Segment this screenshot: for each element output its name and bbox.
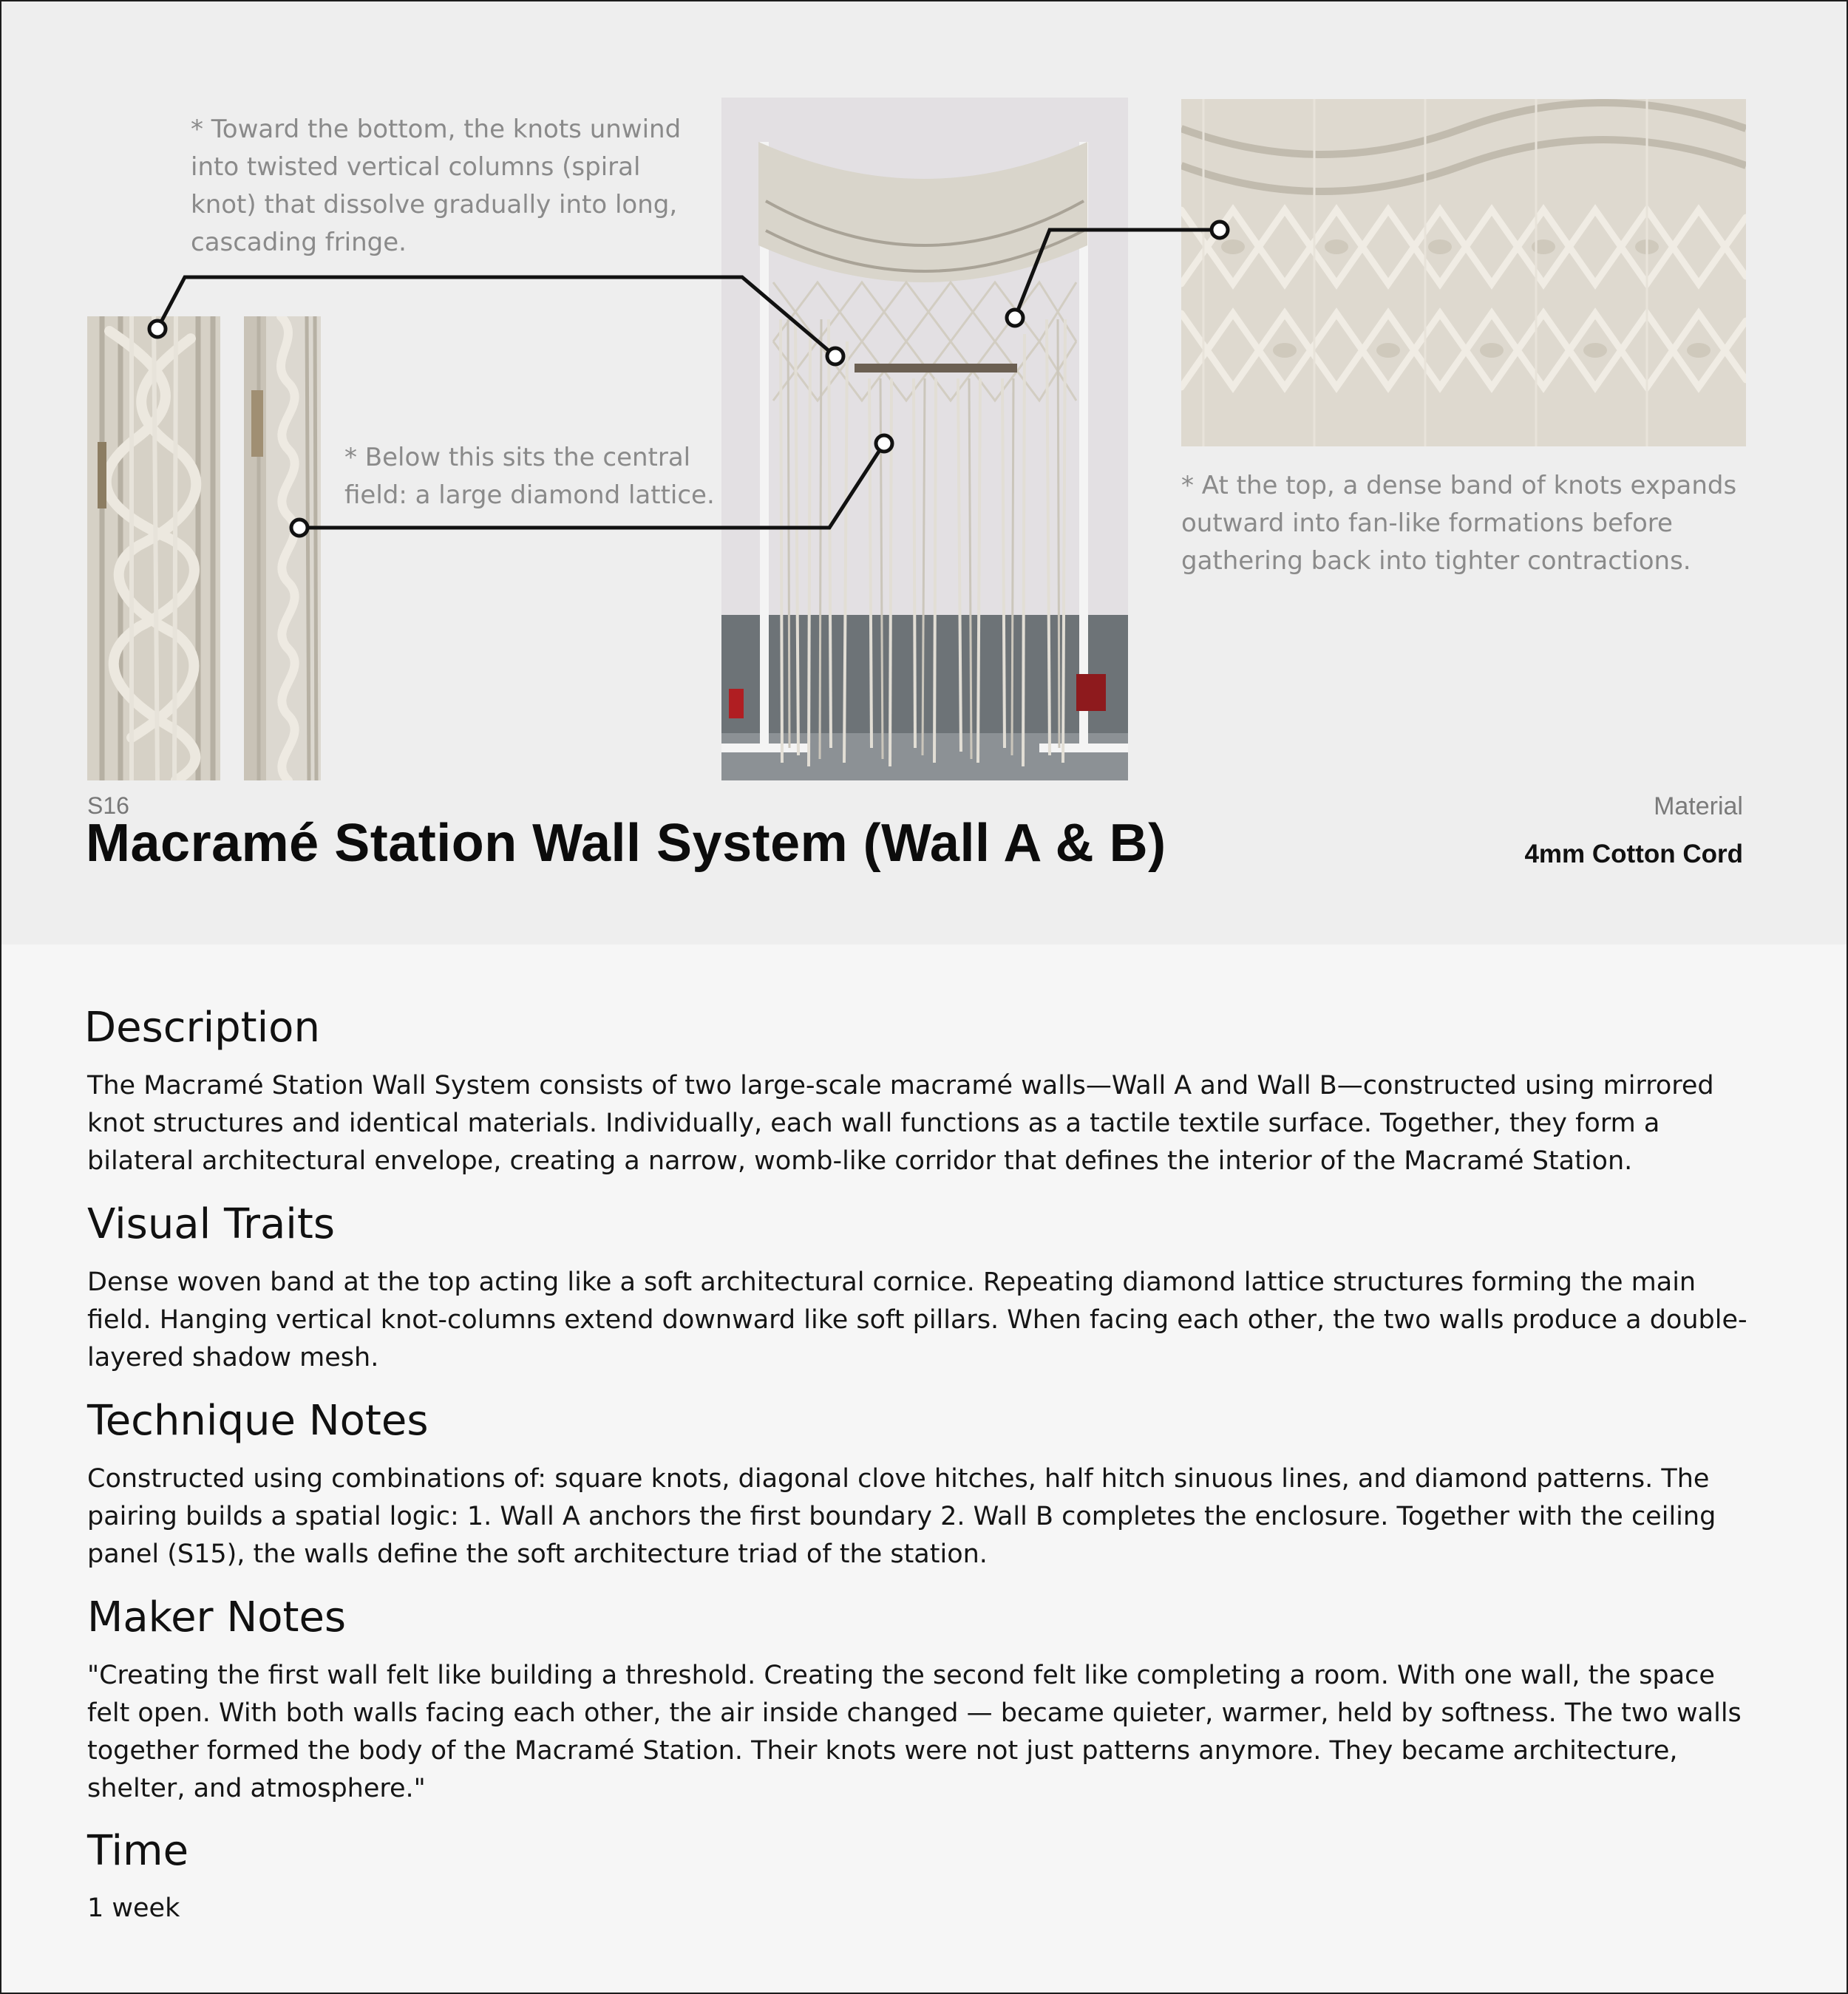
material-label: Material — [1654, 792, 1743, 820]
image-board — [1, 1, 1847, 945]
description-heading: Description — [84, 1004, 320, 1052]
top-band-closeup-photo — [1181, 99, 1746, 446]
description-body: The Macramé Station Wall System consists of two large-scale macramé walls—Wall A and Wall B—constructed using mirrored knot structures and identical materials. Individually, each wall functions as a tactile textile surface. Together, they form a bilateral architectural envelope, creating a narrow, womb-like corridor that defines the interior of the Macramé Station. — [87, 1071, 1714, 1176]
macrame-wall-photo — [721, 98, 1128, 780]
bottom-fringe-caption: * Toward the bottom, the knots unwind into twisted vertical columns (spiral knot) that dissolve gradually into long, cascading fringe. — [191, 115, 682, 257]
material-value: 4mm Cotton Cord — [1524, 840, 1743, 868]
visual-traits-heading: Visual Traits — [87, 1200, 335, 1248]
technique-notes-heading: Technique Notes — [87, 1397, 429, 1445]
project-code: S16 — [87, 792, 129, 819]
visual-traits-body: Dense woven band at the top acting like a soft architectural cornice. Repeating diamond lattice structures forming the main field. Hanging vertical knot-columns extend downward like soft pillars. When facing each other, the two walls produce a double-layered shadow mesh. — [87, 1267, 1747, 1372]
maker-notes-body: "Creating the first wall felt like building a threshold. Creating the second felt like completing a room. With one wall, the space felt open. With both walls facing each other, the air inside changed — became quieter, warmer, held by softness. The two walls together formed the body of the Macramé Station. Their knots were not just patterns anymore. They became architecture, shelter, and atmosphere." — [87, 1661, 1742, 1803]
time-heading: Time — [87, 1827, 189, 1875]
spiral-knot-photo-a — [87, 316, 220, 780]
time-body: 1 week — [87, 1893, 180, 1923]
maker-notes-heading: Maker Notes — [87, 1593, 347, 1641]
spiral-knot-photo-b — [244, 316, 321, 780]
page-title: Macramé Station Wall System (Wall A & B) — [86, 814, 1166, 873]
central-field-caption: * Below this sits the central field: a large diamond lattice. — [344, 443, 715, 510]
technique-notes-body: Constructed using combinations of: square knots, diagonal clove hitches, half hitch sinuous lines, and diamond patterns. The pairing builds a spatial logic: 1. Wall A anchors the first boundary 2. Wall B completes the enclosure. Together with the ceiling panel (S15), the walls define the soft architecture triad of the station. — [87, 1464, 1716, 1569]
top-band-caption: * At the top, a dense band of knots expands outward into fan-like formations before gathering back into tighter contractions. — [1181, 471, 1737, 576]
